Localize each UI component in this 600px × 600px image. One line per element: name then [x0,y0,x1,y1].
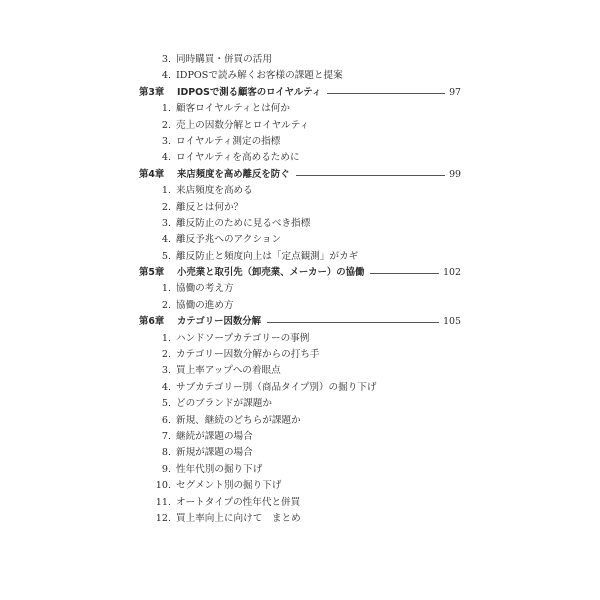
toc-item [0,462,600,478]
toc-item [0,363,600,379]
chapter-title: 小売業と取引先（卸売業、メーカー）の協働 [177,267,365,279]
toc-item [0,511,600,527]
toc-item-number: 2. [161,119,171,131]
toc-item-number: 2. [161,299,171,311]
toc-item [0,68,600,84]
toc-item [0,331,600,347]
toc-chapter-heading [0,167,600,183]
toc-item [0,281,600,297]
toc-item [0,478,600,494]
chapter-number: 第5章 [139,267,165,279]
toc-item-label: ロイヤルティを高めるために [176,152,300,164]
toc-item [0,134,600,150]
toc-item-number: 2. [161,201,171,213]
toc-item-number: 7. [161,430,171,442]
toc-item [0,216,600,232]
toc-item-label: IDPOSで読み解くお客様の課題と提案 [176,70,343,82]
toc-item-number: 4. [161,234,171,246]
toc-item-label: 買上率向上に向けて まとめ [176,512,301,524]
toc-item [0,200,600,216]
chapter-page-number: 102 [443,267,461,279]
toc-item [0,232,600,248]
toc-item-number: 4. [161,381,171,393]
toc-item-number: 1. [161,332,171,344]
toc-item-number: 9. [161,463,171,475]
chapter-title: IDPOSで測る顧客のロイヤルティ [177,86,322,98]
toc-item-label: サブカテゴリー別（商品タイプ別）の掘り下げ [176,381,377,393]
toc-item-label: オートタイプの性年代と併買 [176,496,301,508]
toc-item [0,52,600,68]
chapter-number: 第4章 [139,168,165,180]
chapter-page-number: 97 [449,86,461,98]
toc-item-label: 新規が課題の場合 [176,447,253,459]
toc-item [0,298,600,314]
table-of-contents [0,52,600,527]
toc-item [0,249,600,265]
toc-item-number: 3. [161,54,171,65]
toc-item-label: ハンドソープカテゴリーの事例 [176,332,310,344]
toc-item-label: 協働の考え方 [176,283,234,295]
toc-item-label: セグメント別の掘り下げ [176,480,282,492]
toc-item-number: 1. [161,185,171,197]
toc-item-label: 離反防止のために見るべき指標 [176,217,311,229]
toc-item-label: 売上の因数分解とロイヤルティ [176,119,310,131]
toc-item-number: 3. [161,365,171,377]
leader-line [327,93,445,94]
toc-item-label: 協働の進め方 [176,299,234,311]
toc-item-number: 1. [161,103,171,115]
toc-item-number: 3. [161,217,171,229]
leader-line [267,322,439,323]
toc-item-label: カテゴリー因数分解からの打ち手 [176,349,320,361]
toc-item [0,445,600,461]
toc-item-label: 性年代別の掘り下げ [176,463,263,475]
toc-item-number: 10. [155,480,171,492]
toc-item-number: 4. [161,152,171,164]
toc-item-label: 来店頻度を高める [176,185,253,197]
toc-chapter-heading [0,85,600,101]
toc-chapter-heading [0,265,600,281]
toc-item-label: 顧客ロイヤルティとは何か [176,103,290,115]
toc-item-label: 新規、継続のどちらが課題か [176,414,301,426]
toc-item-number: 3. [161,135,171,147]
chapter-number: 第3章 [139,86,165,98]
toc-item-number: 4. [161,70,171,82]
toc-item [0,413,600,429]
chapter-title: カテゴリー因数分解 [177,316,262,328]
leader-line [370,273,439,274]
toc-item-number: 8. [161,447,171,459]
toc-item [0,495,600,511]
toc-item-label: ロイヤルティ測定の指標 [176,135,281,147]
toc-item-number: 11. [155,496,171,508]
toc-item-label: 継続が課題の場合 [176,430,253,442]
toc-item-label: 離反とは何か？ [176,201,244,213]
toc-item [0,150,600,166]
toc-item [0,429,600,445]
chapter-number: 第6章 [139,316,165,328]
chapter-page-number: 99 [449,168,461,180]
toc-item [0,183,600,199]
leader-line [296,175,445,176]
toc-item-number: 6. [161,414,171,426]
toc-item-number: 1. [161,283,171,295]
toc-item-label: 買上率アップへの着眼点 [176,365,281,377]
toc-item [0,380,600,396]
toc-item-number: 5. [161,250,171,262]
toc-item [0,396,600,412]
toc-item [0,347,600,363]
toc-item-label: 離反防止と頻度向上は「定点観測」がカギ [176,250,359,262]
toc-item [0,101,600,117]
toc-chapter-heading [0,314,600,330]
toc-item-label: 同時購買・併買の活用 [176,54,272,65]
toc-item-label: 離反予兆へのアクション [176,234,282,246]
toc-item [0,118,600,134]
toc-item-number: 5. [161,398,171,410]
chapter-page-number: 105 [443,316,461,328]
toc-item-number: 12. [155,512,171,524]
chapter-title: 来店頻度を高め離反を防ぐ [177,168,290,180]
toc-item-label: どのブランドが課題か [176,398,272,410]
toc-item-number: 2. [161,349,171,361]
